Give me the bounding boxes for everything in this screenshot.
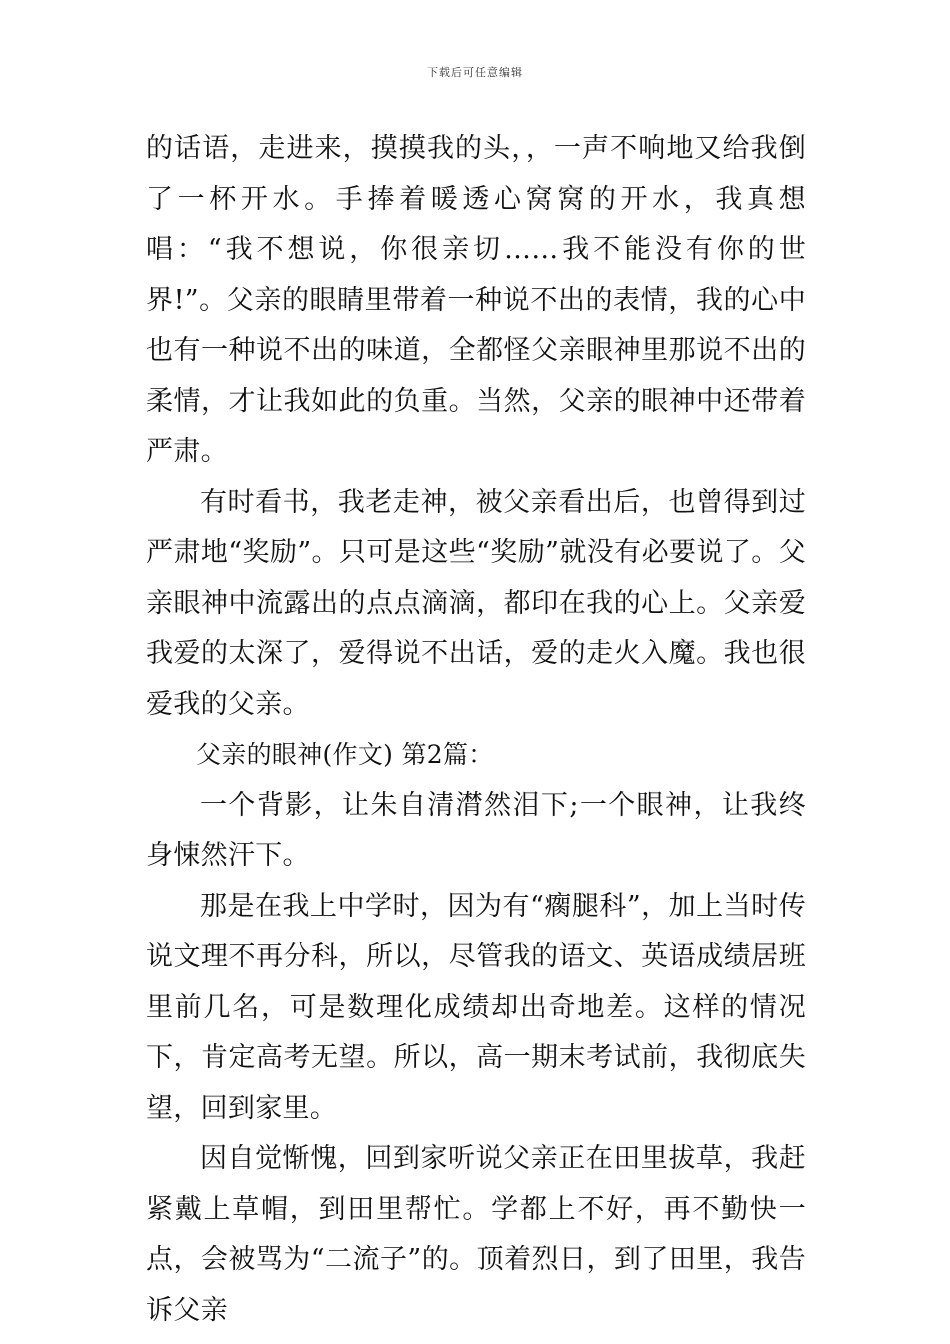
paragraph-2: 有时看书，我老走神，被父亲看出后，也曾得到过严肃地“奖励”。只可是这些“奖励”就没有必要说了。父亲眼神中流露出的点点滴滴，都印在我的心上。父亲爱我爱的太深了，爱得说不出话，爱的走火入魔。我也很爱我的父亲。 [146,486,806,720]
header-note: 下载后可任意编辑 [427,66,523,79]
paragraph-1: 的话语，走进来，摸摸我的头，，一声不响地又给我倒了一杯开水。手捧着暖透心窝窝的开水，我真想唱：“我不想说，你很亲切……我不能没有你的世界!”。父亲的眼睛里带着一种说不出的表情，我的心中也有一种说不出的味道，全都怪父亲眼神里那说不出的柔情，才让我如此的负重。当然，父亲的眼神中还带着严肃。 [146,133,806,467]
paragraph-4: 那是在我上中学时，因为有“瘸腿科”，加上当时传说文理不再分科，所以，尽管我的语文、英语成绩居班里前几名，可是数理化成绩却出奇地差。这样的情况下，肯定高考无望。所以，高一期末考试前，我彻底失望，回到家里。 [146,890,806,1124]
section-heading: 父亲的眼神(作文) 第2篇： [196,740,494,769]
paragraph-5: 因自觉惭愧，回到家听说父亲正在田里拔草，我赶紧戴上草帽，到田里帮忙。学都上不好，再不勤快一点，会被骂为“二流子”的。顶着烈日，到了田里，我告诉父亲 [146,1143,806,1326]
body-text [146,124,806,1336]
paragraph-3: 一个背影，让朱自清潸然泪下;一个眼神，让我终身悚然汗下。 [146,789,806,871]
